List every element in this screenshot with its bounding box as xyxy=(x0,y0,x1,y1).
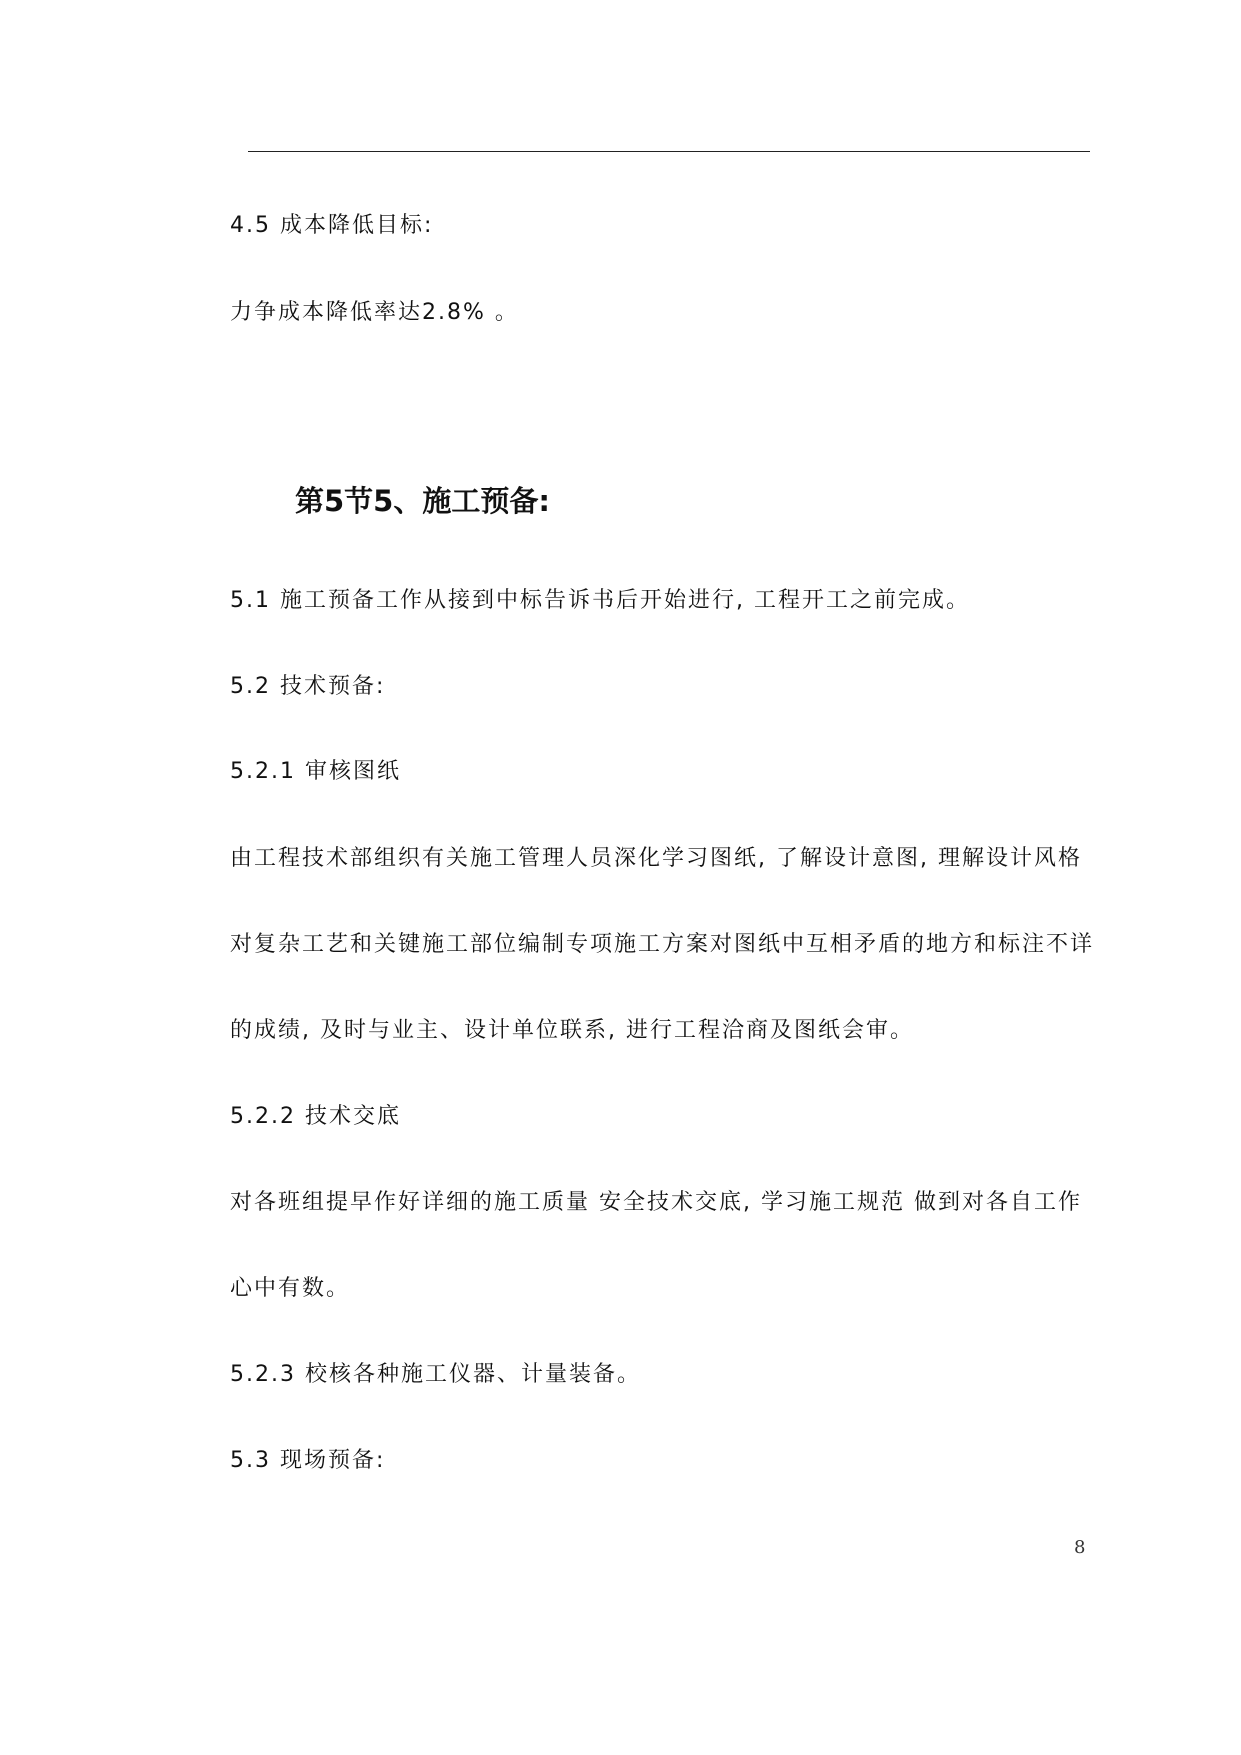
paragraph-line: 的成绩, 及时与业主、设计单位联系, 进行工程洽商及图纸会审。 xyxy=(230,1018,914,1043)
paragraph-line: 5.1 施工预备工作从接到中标告诉书后开始进行, 工程开工之前完成。 xyxy=(230,588,970,613)
paragraph-line: 5.2.3 校核各种施工仪器、计量装备。 xyxy=(230,1362,641,1387)
page-number: 8 xyxy=(1074,1537,1086,1558)
section-4-5-title: 4.5 成本降低目标: xyxy=(230,213,434,238)
paragraph-line: 5.2.2 技术交底 xyxy=(230,1104,401,1129)
paragraph-line: 5.2 技术预备: xyxy=(230,674,386,699)
paragraph-line: 5.2.1 审核图纸 xyxy=(230,759,401,784)
paragraph-line: 由工程技术部组织有关施工管理人员深化学习图纸, 了解设计意图, 理解设计风格 xyxy=(230,846,1082,871)
paragraph-line: 对各班组提早作好详细的施工质量 安全技术交底, 学习施工规范 做到对各自工作 xyxy=(230,1190,1082,1215)
section-5-heading: 第5节5、施工预备: xyxy=(295,484,550,518)
paragraph-line: 5.3 现场预备: xyxy=(230,1448,386,1473)
section-4-5-text: 力争成本降低率达2.8% 。 xyxy=(230,300,519,325)
paragraph-line: 对复杂工艺和关键施工部位编制专项施工方案对图纸中互相矛盾的地方和标注不详 xyxy=(230,932,1095,957)
header-rule xyxy=(248,151,1090,152)
paragraph-line: 心中有数。 xyxy=(230,1276,351,1301)
